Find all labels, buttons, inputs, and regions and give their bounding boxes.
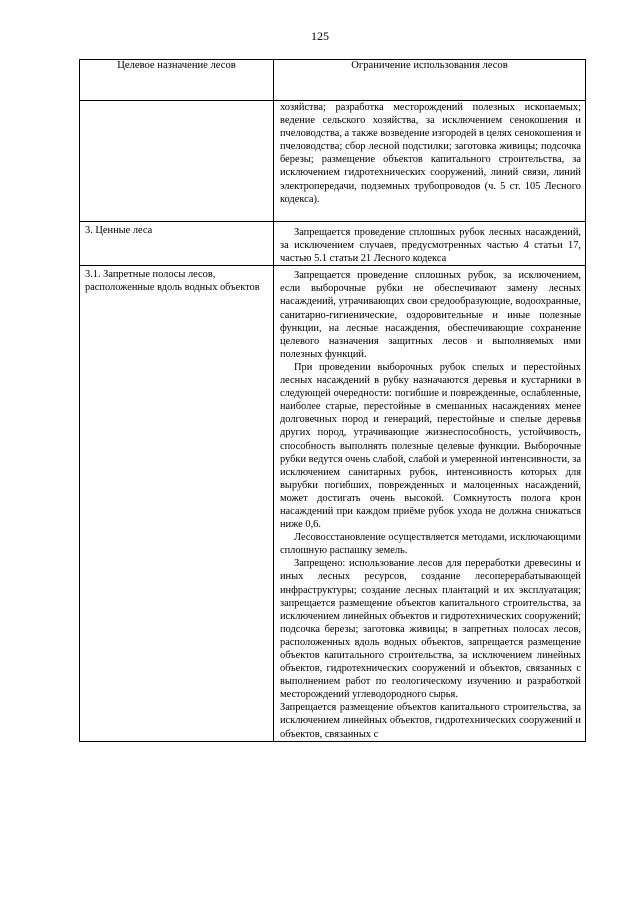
header-restriction: Ограничение использования лесов [274,60,586,101]
table-row [80,266,586,741]
restriction-cell [274,101,586,222]
restriction-paragraph: Лесовосстановление осуществляется методами, исключающими сплошную распашку земель. [280,532,581,557]
purpose-cell [80,101,274,222]
restriction-cell [274,222,586,266]
restriction-paragraph: При проведении выборочных рубок спелых и перестойных лесных насаждений в рубку назначаются деревья и кустарники в следующей очередности: погибшие и поврежденные, ослабленные, наиболее старые, перестойные в смешанных насаждениях менее долговечных пород и генераций, перестойные и спелые деревья других пород, утрачивающие жизнеспособность, устойчивость, способность выполнять полезные целевые функции. Выборочные рубки ведутся очень слабой, слабой и умеренной интенсивности, за исключением санитарных рубок, интенсивность которых для вырубки погибших, поврежденных и малоценных насаждений, может достигать очень высокой. Сомкнутость полога крон насаждений при каждом приёме рубок ухода не должна снижаться ниже 0,6. [280,361,581,531]
forest-restrictions-table [79,59,586,742]
page-number: 125 [311,29,329,43]
table-row [80,101,586,222]
table-header-row [80,60,586,101]
purpose-cell: 3.1. Запретные полосы лесов, расположенные вдоль водных объектов [80,266,274,741]
table-row [80,222,586,266]
purpose-cell: 3. Ценные леса [80,222,274,266]
restriction-paragraph: Запрещено: использование лесов для переработки древесины и иных лесных ресурсов, создание лесоперерабатывающей инфраструктуры; создание лесных плантаций и их эксплуатация; запрещается размещение объектов капитального строительства, за исключением линейных объектов и гидротехнических сооружений; подсочка березы; заготовка живицы; в запретных полосах лесов, расположенных вдоль водных объектов, запрещается размещение объектов капитального строительства, за исключением линейных объектов, гидротехнических сооружений и объектов, связанных с выполнением работ по геологическому изучению и разработкой месторождений углеводородного сырья. [280,558,581,701]
restriction-paragraph: Запрещается размещение объектов капитального строительства, за исключением линейных объектов, гидротехнических сооружений и объектов, связанных с [280,702,581,740]
header-purpose: Целевое назначение лесов [80,60,274,101]
restriction-paragraph: Запрещается проведение сплошных рубок лесных насаждений, за исключением случаев, предусмотренных частью 4 статьи 17, частью 5.1 статьи 21 Лесного кодекса [280,227,581,265]
restriction-paragraph: хозяйства; разработка месторождений полезных ископаемых; ведение сельского хозяйства, за исключением сенокошения и пчеловодства, а также возведение изгородей в целях сенокошения и пчеловодства; сбор лесной подстилки; заготовка живицы; подсочка березы; размещение объектов капитального строительства, за исключением гидротехнических сооружений, линий связи, линий электропередачи, подземных трубопроводов (ч. 5 ст. 105 Лесного кодекса). [280,102,581,205]
restriction-paragraph: Запрещается проведение сплошных рубок, за исключением, если выборочные рубки не обеспечивают замену лесных насаждений, утрачивающих свои средообразующие, водоохранные, санитарно-гигиенические, оздоровительные и иные полезные функции, на лесные насаждения, обеспечивающие сохранение целевого назначения защитных лесов и выполняемых ими полезных функций. [280,270,581,360]
restriction-cell [274,266,586,741]
